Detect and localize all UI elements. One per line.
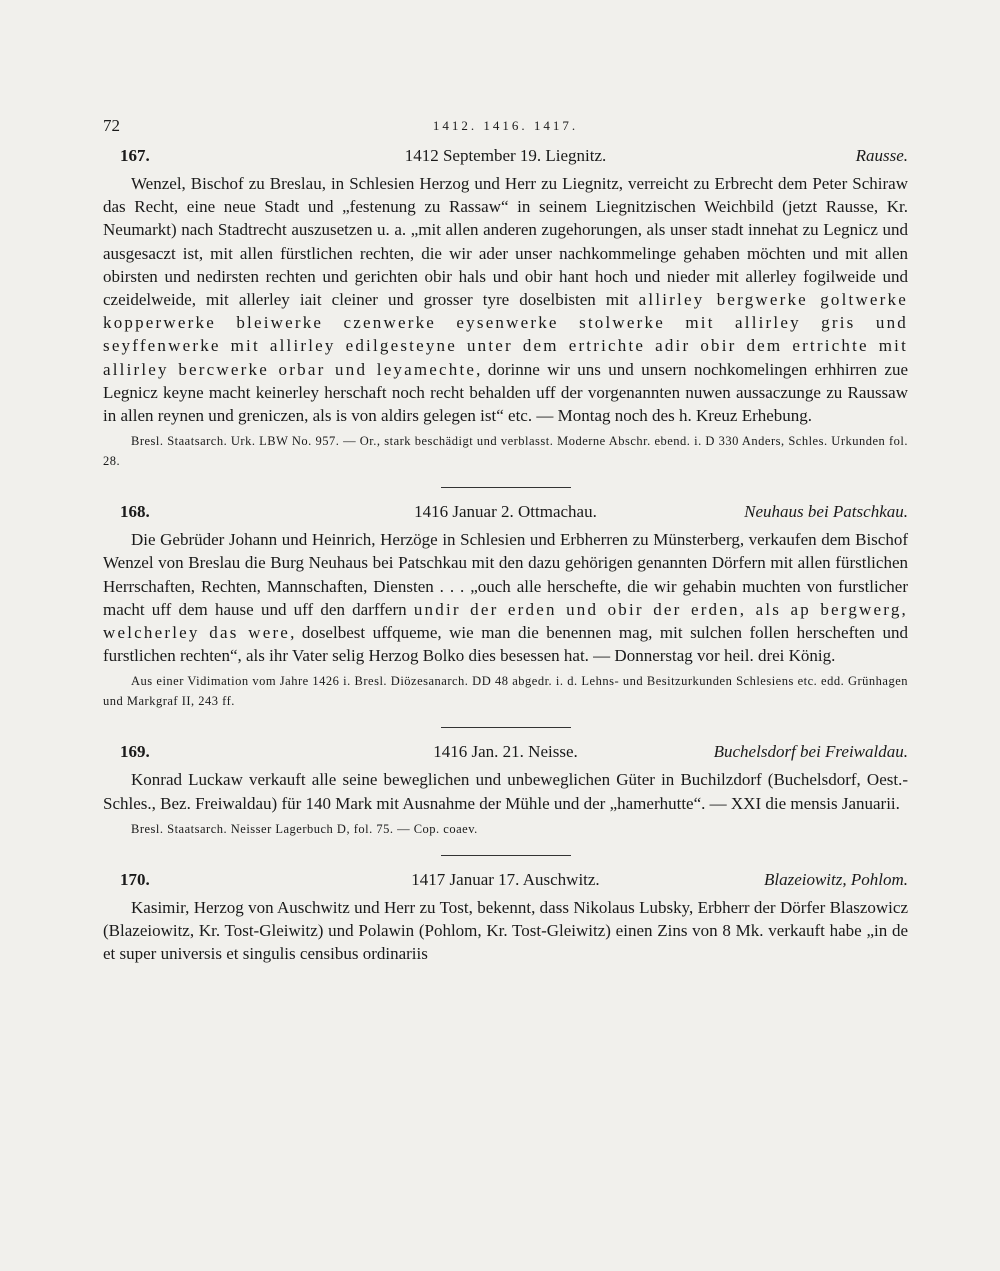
- entry-source: Bresl. Staatsarch. Neisser Lagerbuch D, fol. 75. — Cop. coaev.: [131, 821, 478, 836]
- entry-167: [103, 146, 908, 471]
- entry-text-spaced: allirley bergwerke goltwerke kopperwerke bleiwerke czenwerke eysenwerke stolwerke mit allirley gris und seyffenwerke mit allirley edilgesteyne unter dem ertrichte adir obir dem ertrichte mit allirley bercwerke orbar und leyamechte: [103, 290, 908, 379]
- entry-place: Buchelsdorf bei Freiwaldau.: [713, 742, 908, 762]
- entry-source: Bresl. Staatsarch. Urk. LBW No. 957. — Or., stark beschädigt und verblasst. Moderne Abschr. ebend. i. D 330 Anders, Schles. Urkunden fol. 28.: [103, 434, 908, 469]
- section-divider: [441, 855, 571, 856]
- entry-date: 1416 Januar 2. Ottmachau.: [414, 502, 597, 522]
- entry-date: 1412 September 19. Liegnitz.: [404, 146, 607, 165]
- entry-date: 1417 Januar 17. Auschwitz.: [411, 869, 600, 889]
- entry-text-part: Wenzel, Bischof zu Breslau, in Schlesien Herzog und Herr zu Liegnitz, verreicht zu Erbrecht dem Peter Schiraw das Recht, eine neue Stadt und „festenung zu Rassaw“ in seinem Liegnitzischen Weichbild (jetzt Rausse, Kr. Neumarkt) nach Stadtrecht auszusetzen u. a. „mit allen anderen zugehorungen, als unser stadt innehat zu Legnicz und ausgesaczt ist, mit allen fürstlichen rechten, die wir ader unser nachkommelinge gehaben möchten und mit allen obirsten und nedirsten rechten und gerichten obir hals und obir hant hoch und nieder mit allerley fogilweide und czeidelweide, mit allerley iait cleiner und grosser tyre doselbisten mit: [103, 174, 908, 310]
- entry-text: Kasimir, Herzog von Auschwitz und Herr zu Tost, bekennt, dass Nikolaus Lubsky, Erbherr der Dörfer Blaszowicz (Blazeiowitz, Kr. Tost-Gleiwitz) und Polawin (Pohlom, Kr. Tost-Gleiwitz) einen Zins von 8 Mk. verkauft habe „in de et super universis et singulis censibus ordinariis: [103, 897, 908, 964]
- entry-text: [103, 172, 908, 427]
- page-number: 72: [103, 116, 120, 135]
- document-body: [103, 146, 908, 965]
- entry-number: 169.: [120, 742, 150, 762]
- entry-heading: [103, 870, 908, 896]
- entry-text: Konrad Luckaw verkauft alle seine beweglichen und unbeweglichen Güter in Buchilzdorf (Buchelsdorf, Oest.-Schles., Bez. Freiwaldau) für 140 Mark mit Ausnahme der Mühle und der „hamerhutte“. — XXI die mensis Januarii.: [103, 770, 908, 813]
- entry-source: Aus einer Vidimation vom Jahre 1426 i. Bresl. Diözesanarch. DD 48 abgedr. i. d. Lehns- und Besitzurkunden Schlesiens etc. edd. Grünhagen und Markgraf II, 243 ff.: [103, 674, 908, 709]
- entry-number: 170.: [120, 869, 150, 889]
- entry-170: [103, 870, 908, 966]
- entry-place: Blazeiowitz, Pohlom.: [763, 869, 908, 889]
- entry-place: Neuhaus bei Patschkau.: [744, 502, 908, 522]
- entry-date: 1416 Jan. 21. Neisse.: [433, 742, 578, 762]
- entry-place: Rausse.: [855, 146, 908, 165]
- entry-168: [103, 502, 908, 711]
- entry-text-part: , dorinne wir uns und unsern nochkomelingen erhhirren zue Legnicz keyne macht keinerley herschaft noch recht behalden uff der vorgenannten nuwen aussaczunge zu Raussaw in allen reynen und greniczen, als is von aldirs gelegen ist“ etc. — Montag noch des h. Kreuz Erhebung.: [103, 359, 908, 426]
- entry-text-spaced: undir der erden und obir der erden, als ap bergwerg, welcherley das were: [103, 599, 908, 643]
- entry-text-part: Die Gebrüder Johann und Heinrich, Herzöge in Schlesien und Erbherren zu Münsterberg, verkaufen dem Bischof Wenzel von Breslau die Burg Neuhaus bei Patschkau mit den dazu gehörigen genannten Dörfern mit allen fürstlichen Herrschaften, Rechten, Mannschaften, Diensten . . . „ouch alle herschefte, die wir gehabin muchten von furstlicher macht uff dem hause und uff den darffern: [103, 530, 908, 619]
- entry-heading: [103, 502, 908, 528]
- entry-number: 168.: [120, 502, 150, 522]
- entry-text-part: , doselbest uffqueme, wie man die benennen mag, mit sulchen follen herscheften und furstlichen rechten“, als ihr Vater selig Herzog Bolko dies besessen hat. — Donnerstag vor heil. drei König.: [103, 623, 908, 666]
- running-head: [103, 116, 908, 140]
- entry-text: [103, 528, 908, 667]
- entry-heading: [103, 146, 908, 172]
- entry-heading: [103, 742, 908, 768]
- section-divider: [441, 487, 571, 488]
- entry-number: 167.: [120, 146, 150, 165]
- entry-169: [103, 742, 908, 838]
- section-divider: [441, 727, 571, 728]
- running-head-years: 1412. 1416. 1417.: [432, 118, 579, 133]
